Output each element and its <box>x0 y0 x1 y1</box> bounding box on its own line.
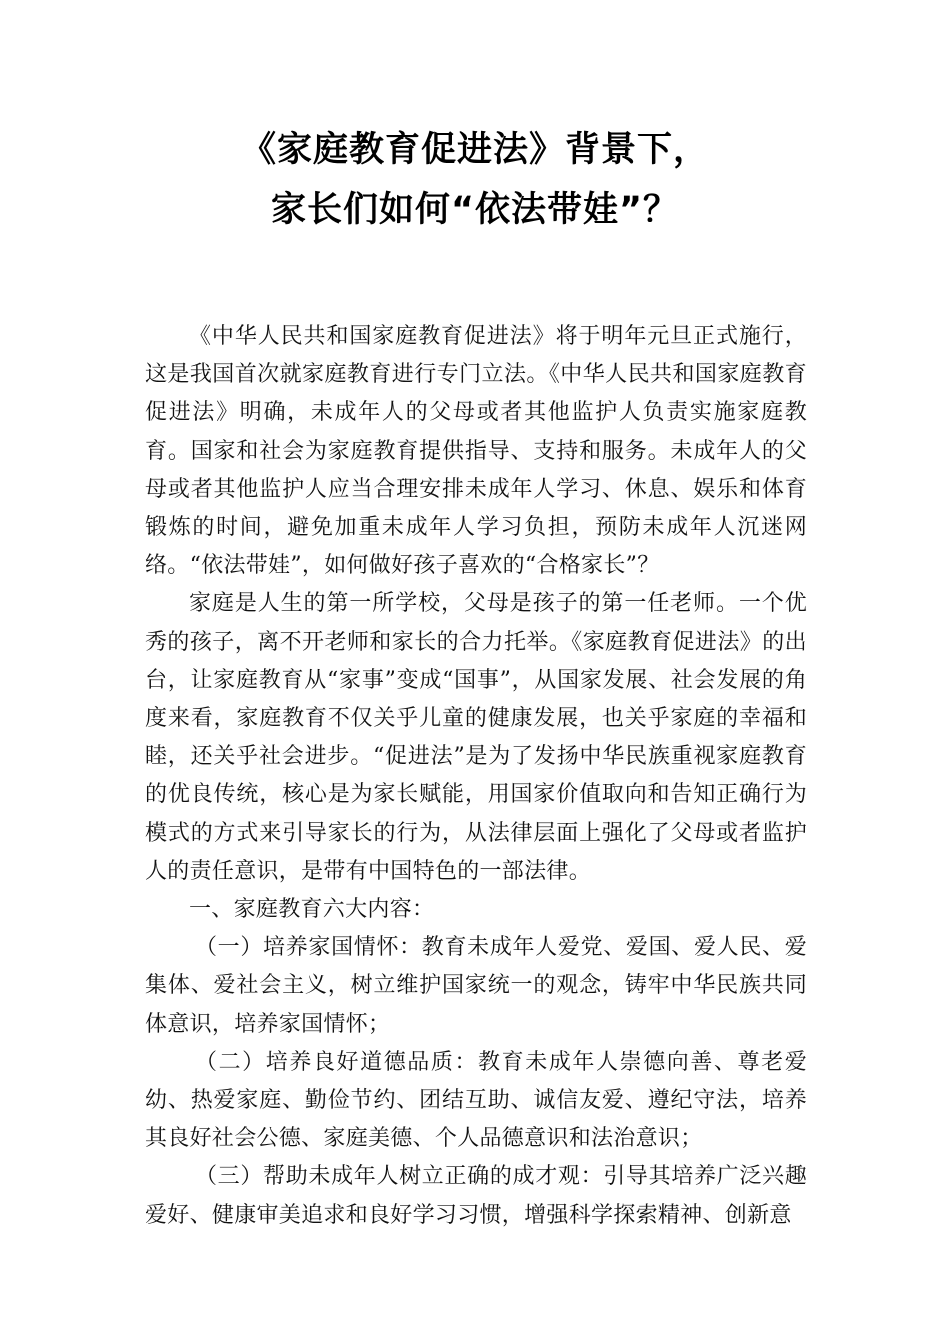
document-title <box>0 120 950 240</box>
paragraph-significance: 家庭是人生的第一所学校，父母是孩子的第一任老师。一个优秀的孩子，离不开老师和家长的合力托举。《家庭教育促进法》的出台，让家庭教育从“家事”变成“国事”，从国家发展、社会发展的角度来看，家庭教育不仅关乎儿童的健康发展，也关乎家庭的幸福和睦，还关乎社会进步。“促进法”是为了发扬中华民族重视家庭教育的优良传统，核心是为家长赋能，用国家价值取向和告知正确行为模式的方式来引导家长的行为，从法律层面上强化了父母或者监护人的责任意识，是带有中国特色的一部法律。 <box>145 591 807 884</box>
document-body <box>145 318 807 1235</box>
title-line-1: 《家庭教育促进法》背景下， <box>240 130 709 170</box>
list-item-1: （一）培养家国情怀：教育未成年人爱党、爱国、爱人民、爱集体、爱社会主义，树立维护国家统一的观念，铸牢中华民族共同体意识，培养家国情怀； <box>145 935 807 1037</box>
title-line-2: 家长们如何“依法带娃”？ <box>270 190 679 230</box>
paragraph-intro: 《中华人民共和国家庭教育促进法》将于明年元旦正式施行，这是我国首次就家庭教育进行专门立法。《中华人民共和国家庭教育促进法》明确，未成年人的父母或者其他监护人负责实施家庭教育。国家和社会为家庭教育提供指导、支持和服务。未成年人的父母或者其他监护人应当合理安排未成年人学习、休息、娱乐和体育锻炼的时间，避免加重未成年人学习负担，预防未成年人沉迷网络。“依法带娃”，如何做好孩子喜欢的“合格家长”？ <box>145 324 807 579</box>
section-heading-six-contents: 一、家庭教育六大内容： <box>189 897 435 923</box>
list-item-2: （二）培养良好道德品质：教育未成年人崇德向善、尊老爱幼、热爱家庭、勤俭节约、团结互助、诚信友爱、遵纪守法，培养其良好社会公德、家庭美德、个人品德意识和法治意识； <box>145 1049 807 1152</box>
list-item-3: （三）帮助未成年人树立正确的成才观：引导其培养广泛兴趣爱好、健康审美追求和良好学习习惯，增强科学探索精神、创新意 <box>145 1164 807 1228</box>
